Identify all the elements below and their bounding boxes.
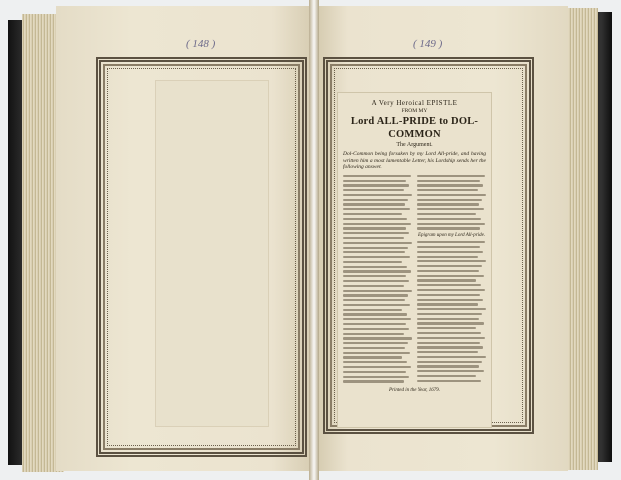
broadside-column-right bbox=[417, 175, 486, 385]
text-line bbox=[343, 290, 412, 292]
text-line bbox=[417, 313, 482, 315]
left-page-folio: ( 148 ) bbox=[186, 38, 216, 50]
text-line bbox=[417, 294, 480, 296]
text-line bbox=[417, 380, 481, 382]
text-line bbox=[343, 242, 412, 244]
text-line bbox=[417, 289, 485, 291]
text-line bbox=[417, 199, 482, 201]
text-line bbox=[343, 285, 404, 287]
text-line bbox=[417, 365, 479, 367]
text-line bbox=[417, 260, 486, 262]
text-line bbox=[343, 189, 404, 191]
text-line bbox=[417, 241, 485, 243]
text-line bbox=[343, 194, 412, 196]
text-line bbox=[417, 175, 485, 177]
text-line bbox=[343, 232, 409, 234]
text-line bbox=[343, 280, 409, 282]
text-line bbox=[417, 256, 478, 258]
text-line bbox=[343, 180, 406, 182]
text-line bbox=[343, 304, 410, 306]
text-line bbox=[343, 175, 411, 177]
text-line bbox=[417, 342, 480, 344]
text-line bbox=[343, 247, 408, 249]
text-line bbox=[343, 266, 407, 268]
text-line bbox=[417, 375, 476, 377]
text-line bbox=[417, 184, 483, 186]
text-line bbox=[343, 208, 410, 210]
text-line bbox=[343, 361, 407, 363]
broadside-imprint: Printed in the Year, 1679. bbox=[389, 388, 440, 394]
broadside-heading: A Very Heroical EPISTLE bbox=[371, 99, 458, 107]
text-line bbox=[343, 318, 411, 320]
broadside-argument-label: The Argument. bbox=[396, 142, 433, 148]
text-line bbox=[343, 352, 410, 354]
text-line bbox=[343, 313, 407, 315]
text-line bbox=[343, 261, 402, 263]
text-line bbox=[343, 199, 408, 201]
text-line bbox=[417, 203, 479, 205]
text-line bbox=[343, 213, 402, 215]
text-line bbox=[343, 342, 408, 344]
text-line bbox=[343, 251, 405, 253]
text-line bbox=[343, 203, 405, 205]
text-line bbox=[343, 223, 411, 225]
text-line bbox=[343, 294, 408, 296]
text-line bbox=[343, 347, 405, 349]
text-line bbox=[417, 284, 481, 286]
text-line bbox=[343, 184, 409, 186]
text-line bbox=[417, 208, 484, 210]
text-line bbox=[417, 346, 483, 348]
text-line bbox=[417, 303, 478, 305]
text-line bbox=[417, 327, 476, 329]
book-gutter bbox=[309, 0, 319, 480]
text-line bbox=[417, 265, 482, 267]
text-line bbox=[417, 337, 485, 339]
text-line bbox=[417, 322, 484, 324]
epigram-heading: Epigram upon my Lord All-pride. bbox=[417, 233, 486, 239]
text-line bbox=[417, 299, 483, 301]
broadside-sheet bbox=[337, 92, 492, 428]
text-line bbox=[417, 318, 479, 320]
text-line bbox=[343, 309, 402, 311]
text-line bbox=[343, 376, 409, 378]
text-line bbox=[343, 337, 412, 339]
right-page-folio: ( 149 ) bbox=[413, 38, 443, 50]
text-line bbox=[343, 323, 406, 325]
text-line bbox=[343, 237, 404, 239]
text-line bbox=[417, 270, 479, 272]
broadside-argument: Dol-Common being forsaken by my Lord All-pride, and having written him a most lamentable Letter, his Lordship sends her the following answer. bbox=[343, 151, 486, 171]
text-line bbox=[417, 194, 486, 196]
text-line bbox=[417, 180, 480, 182]
text-line bbox=[417, 246, 480, 248]
text-line bbox=[417, 218, 481, 220]
text-line bbox=[343, 218, 407, 220]
text-line bbox=[417, 251, 483, 253]
left-page-blank-panel bbox=[155, 80, 269, 427]
text-line bbox=[343, 270, 411, 272]
text-line bbox=[343, 227, 406, 229]
text-line bbox=[417, 213, 476, 215]
text-line bbox=[343, 328, 409, 330]
broadside-column-left bbox=[343, 175, 412, 385]
text-line bbox=[417, 227, 480, 229]
broadside-text-columns bbox=[343, 175, 486, 385]
text-line bbox=[417, 351, 478, 353]
text-line bbox=[417, 308, 486, 310]
text-line bbox=[343, 371, 406, 373]
text-line bbox=[417, 361, 482, 363]
text-line bbox=[417, 370, 484, 372]
text-line bbox=[343, 356, 402, 358]
text-line bbox=[417, 332, 481, 334]
text-line bbox=[417, 356, 486, 358]
text-line bbox=[343, 256, 410, 258]
broadside-title: Lord ALL-PRIDE to DOL-COMMON bbox=[350, 116, 479, 140]
broadside-from: FROM MY bbox=[401, 108, 428, 114]
text-line bbox=[343, 366, 411, 368]
text-line bbox=[417, 275, 484, 277]
text-line bbox=[417, 189, 478, 191]
text-line bbox=[343, 275, 406, 277]
text-line bbox=[343, 380, 404, 382]
text-line bbox=[417, 279, 476, 281]
text-line bbox=[343, 299, 405, 301]
text-line bbox=[417, 223, 485, 225]
text-line bbox=[343, 333, 404, 335]
